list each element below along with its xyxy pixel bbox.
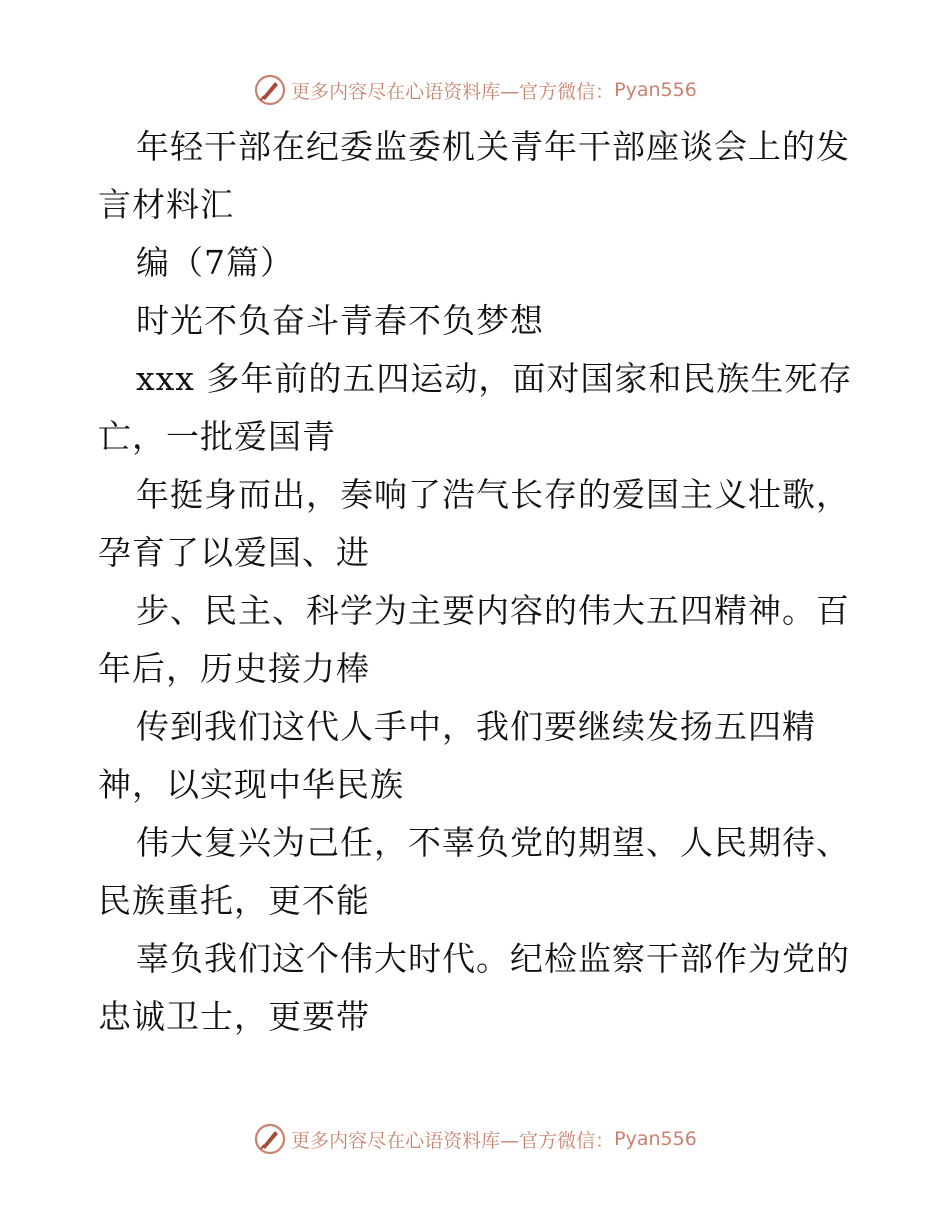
text-line-8: 孕育了以爱国、进 — [98, 533, 370, 572]
text-line-16: 忠诚卫士，更要带 — [98, 997, 370, 1036]
text-line-10: 年后，历史接力棒 — [98, 649, 370, 688]
text-line-6: 亡，一批爱国青 — [98, 417, 336, 456]
feather-pen-logo-icon — [253, 1122, 287, 1156]
header-watermark — [0, 70, 950, 110]
text-line-11: 传到我们这代人手中，我们要继续发扬五四精 — [136, 707, 816, 746]
text-line-1: 年轻干部在纪委监委机关青年干部座谈会上的发 — [136, 127, 850, 166]
watermark-wechat-id: Pyan556 — [614, 1128, 697, 1150]
text-line-5: xxx 多年前的五四运动，面对国家和民族生死存 — [136, 359, 853, 398]
text-line-2: 言材料汇 — [98, 185, 234, 224]
text-line-15: 辜负我们这个伟大时代。纪检监察干部作为党的 — [136, 939, 850, 978]
watermark-text: 更多内容尽在心语资料库—官方微信： — [291, 1129, 615, 1152]
text-line-3: 编（7篇） — [136, 243, 294, 282]
feather-pen-logo-icon — [253, 73, 287, 107]
document-body — [98, 118, 858, 1046]
text-line-7: 年挺身而出，奏响了浩气长存的爱国主义壮歌， — [136, 475, 850, 514]
text-line-9: 步、民主、科学为主要内容的伟大五四精神。百 — [136, 591, 850, 630]
text-line-13: 伟大复兴为己任，不辜负党的期望、人民期待、 — [136, 823, 850, 862]
text-line-14: 民族重托，更不能 — [98, 881, 370, 920]
text-line-4: 时光不负奋斗青春不负梦想 — [136, 301, 544, 340]
watermark-wechat-id: Pyan556 — [614, 79, 697, 101]
footer-watermark — [0, 1119, 950, 1159]
text-line-12: 神，以实现中华民族 — [98, 765, 404, 804]
watermark-text: 更多内容尽在心语资料库—官方微信： — [291, 80, 615, 103]
